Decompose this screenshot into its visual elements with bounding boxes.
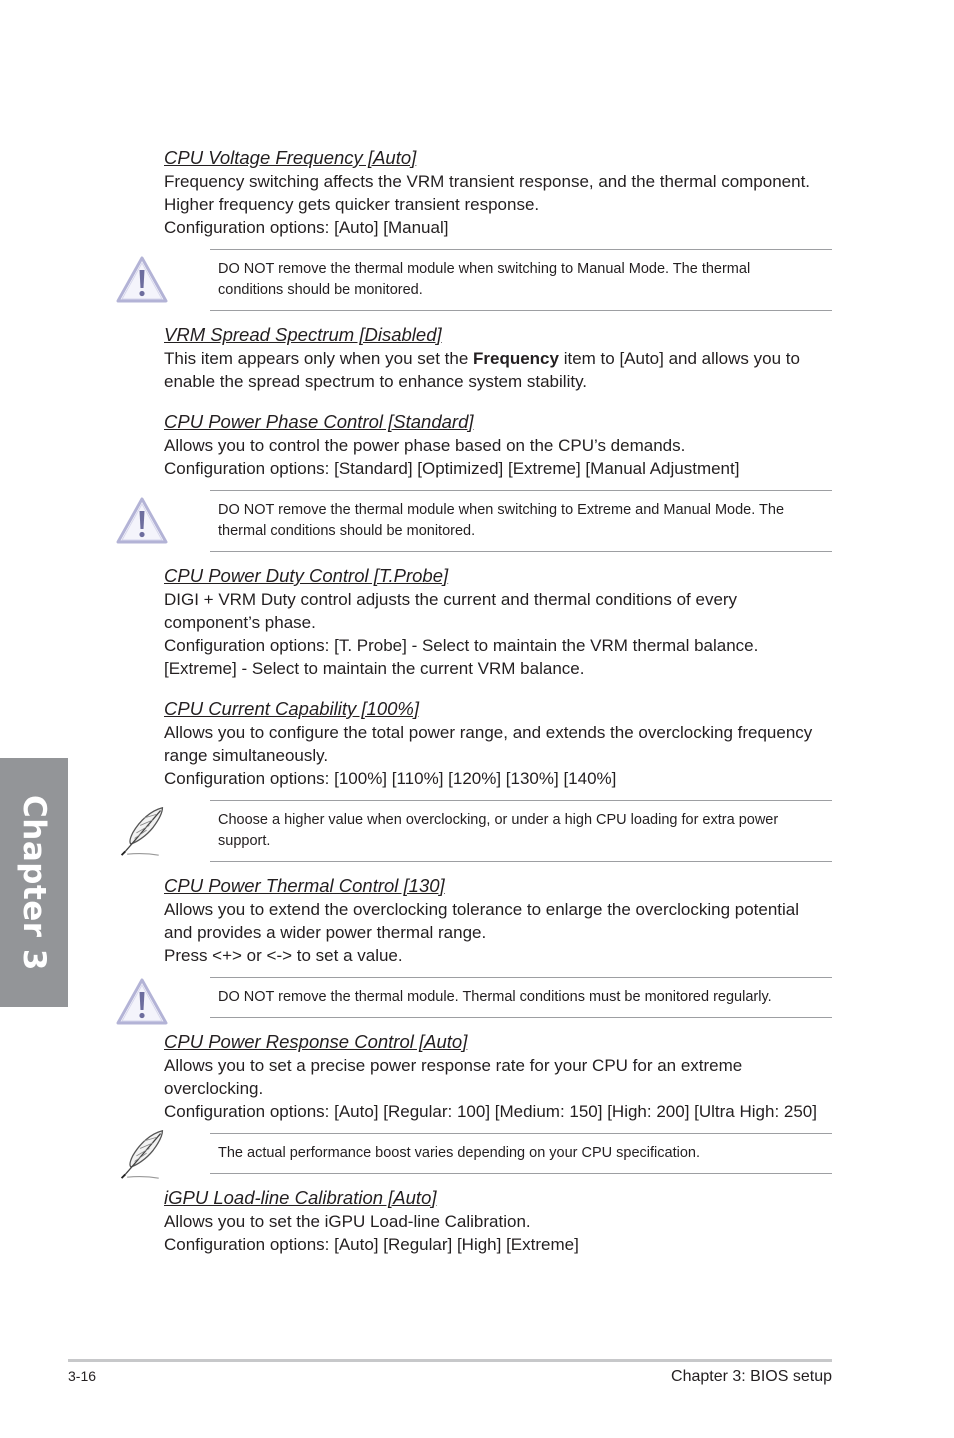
section-title: CPU Power Response Control [Auto] — [164, 1031, 468, 1052]
section-igpu-load-line-calibration — [164, 1184, 832, 1256]
footer-chapter-title: Chapter 3: BIOS setup — [671, 1368, 832, 1385]
chapter-side-tab — [0, 758, 68, 1007]
section-title: CPU Current Capability [100%] — [164, 698, 419, 719]
note-box — [210, 1133, 832, 1174]
section-text: Configuration options: [Auto] [Regular] [High] [Extreme] — [164, 1235, 579, 1254]
section-text: Press <+> or <-> to set a value. — [164, 946, 403, 965]
section-text: Higher frequency gets quicker transient response. — [164, 195, 540, 214]
page-number: 3-16 — [68, 1368, 97, 1384]
section-text: Configuration options: [Auto] [Regular: 100] [Medium: 150] [High: 200] [Ultra High: 250] — [164, 1102, 817, 1121]
footer-divider — [68, 1359, 832, 1362]
section-text: Allows you to set the iGPU Load-line Calibration. — [164, 1212, 531, 1231]
warning-triangle-icon — [114, 254, 170, 306]
section-text: range simultaneously. — [164, 746, 329, 765]
warning-box — [210, 249, 832, 311]
feather-pen-icon — [114, 805, 170, 857]
section-cpu-power-phase-control — [164, 408, 832, 480]
section-text: Configuration options: [100%] [110%] [120%] [130%] [140%] — [164, 769, 617, 788]
section-vrm-spread-spectrum — [164, 321, 832, 393]
section-text: Allows you to set a precise power response rate for your CPU for an extreme — [164, 1056, 743, 1075]
warning-text: DO NOT remove the thermal module when switching to Extreme and Manual Mode. The thermal conditions should be monitored. — [218, 502, 785, 539]
section-text: Allows you to control the power phase based on the CPU’s demands. — [164, 436, 686, 455]
section-text: DIGI + VRM Duty control adjusts the current and thermal conditions of every — [164, 590, 738, 609]
section-text: [Extreme] - Select to maintain the current VRM balance. — [164, 659, 585, 678]
section-title: CPU Power Thermal Control [130] — [164, 875, 445, 896]
note-text: Choose a higher value when overclocking, or under a high CPU loading for extra power support. — [218, 812, 779, 849]
section-cpu-power-response-control — [164, 1028, 832, 1123]
section-text: Frequency switching affects the VRM transient response, and the thermal component. — [164, 172, 811, 191]
warning-text: DO NOT remove the thermal module. Thermal conditions must be monitored regularly. — [218, 989, 772, 1005]
section-text: Configuration options: [Standard] [Optimized] [Extreme] [Manual Adjustment] — [164, 459, 740, 478]
section-text: and provides a wider power thermal range. — [164, 923, 487, 942]
warning-box — [210, 977, 832, 1018]
section-cpu-current-capability — [164, 695, 832, 790]
section-title: CPU Power Phase Control [Standard] — [164, 411, 474, 432]
section-text: Configuration options: [T. Probe] - Select to maintain the VRM thermal balance. — [164, 636, 759, 655]
section-title: iGPU Load-line Calibration [Auto] — [164, 1187, 437, 1208]
section-text: Configuration options: [Auto] [Manual] — [164, 218, 449, 237]
page-content — [164, 144, 832, 1256]
warning-triangle-icon — [114, 976, 170, 1028]
section-text: Allows you to configure the total power range, and extends the overclocking frequency — [164, 723, 813, 742]
section-title: CPU Voltage Frequency [Auto] — [164, 147, 417, 168]
section-cpu-power-duty-control — [164, 562, 832, 680]
section-text: This item appears only when you set the Frequency item to [Auto] and allows you to — [164, 349, 800, 368]
chapter-tab-label: Chapter 3 — [16, 794, 52, 971]
section-title: VRM Spread Spectrum [Disabled] — [164, 324, 442, 345]
section-text: Allows you to extend the overclocking tolerance to enlarge the overclocking potential — [164, 900, 800, 919]
note-text: The actual performance boost varies depending on your CPU specification. — [218, 1145, 700, 1161]
warning-triangle-icon — [114, 495, 170, 547]
note-box — [210, 800, 832, 862]
section-cpu-voltage-frequency — [164, 144, 832, 239]
section-text: enable the spread spectrum to enhance system stability. — [164, 372, 588, 391]
feather-pen-icon — [114, 1128, 170, 1180]
warning-text: DO NOT remove the thermal module when switching to Manual Mode. The thermal conditions should be monitored. — [218, 261, 751, 298]
warning-box — [210, 490, 832, 552]
section-text: component’s phase. — [164, 613, 316, 632]
section-text: overclocking. — [164, 1079, 264, 1098]
section-title: CPU Power Duty Control [T.Probe] — [164, 565, 449, 586]
section-cpu-power-thermal-control — [164, 872, 832, 967]
